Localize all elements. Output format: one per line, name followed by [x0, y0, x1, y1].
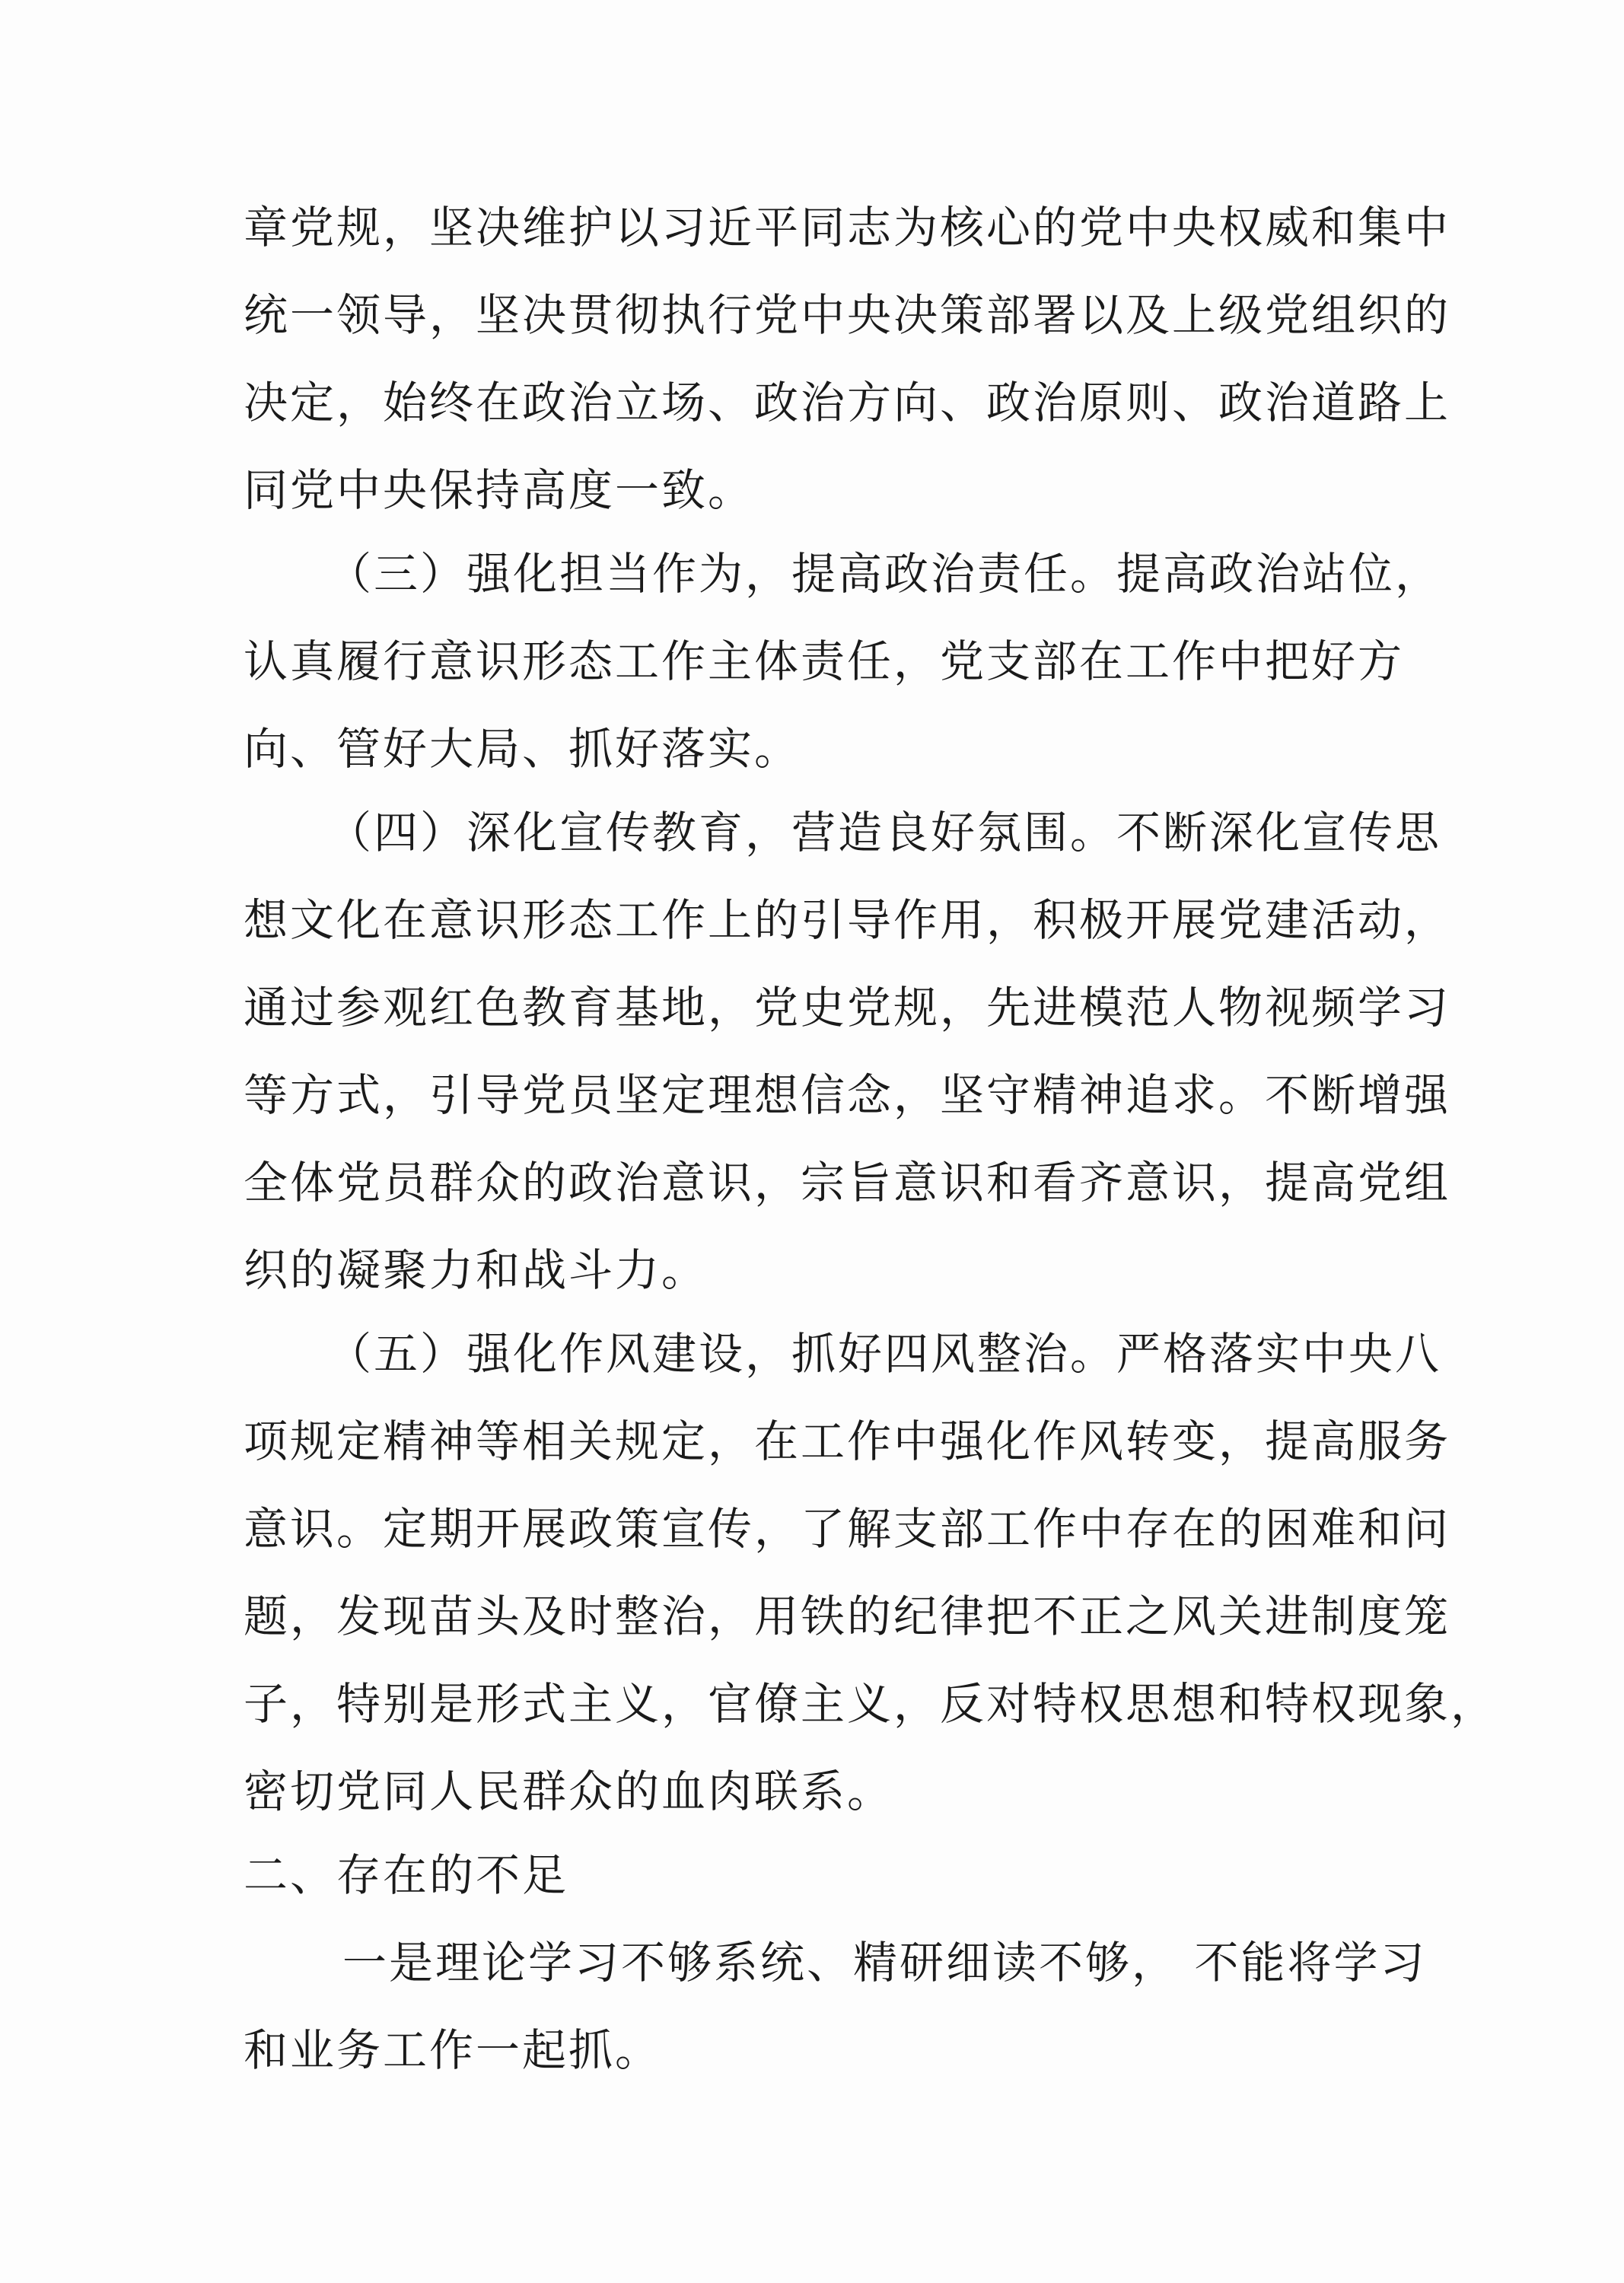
body-text-line: 全体党员群众的政治意识，宗旨意识和看齐意识，提高党组 — [244, 1157, 1451, 1208]
body-text-line: 子，特别是形式主义，官僚主义，反对特权思想和特权现象， — [244, 1678, 1498, 1730]
body-text-line: 密切党同人民群众的血肉联系。 — [244, 1766, 894, 1817]
body-text-line: 同党中央保持高度一致。 — [244, 464, 755, 516]
body-text-line: 决定，始终在政治立场、政治方向、政治原则、政治道路上 — [244, 377, 1451, 428]
section-heading-4: （四）深化宣传教育，营造良好氛围。不断深化宣传思 — [327, 807, 1442, 858]
body-text-line: 想文化在意识形态工作上的引导作用，积极开展党建活动， — [244, 894, 1451, 946]
body-text-line: 和业务工作一起抓。 — [244, 2024, 662, 2076]
body-text-line: 通过参观红色教育基地，党史党规，先进模范人物视频学习 — [244, 982, 1451, 1033]
body-text-line: 向、管好大局、抓好落实。 — [244, 723, 801, 775]
body-text-line: 统一领导，坚决贯彻执行党中央决策部署以及上级党组织的 — [244, 289, 1451, 341]
section-heading-3: （三）强化担当作为，提高政治责任。提高政治站位， — [327, 548, 1442, 600]
body-text-line: 一是理论学习不够系统、精研细读不够， 不能将学习 — [342, 1937, 1427, 1988]
body-text-line: 织的凝聚力和战斗力。 — [244, 1244, 709, 1296]
body-text-line: 等方式，引导党员坚定理想信念，坚守精神追求。不断增强 — [244, 1069, 1451, 1121]
body-text-line: 项规定精神等相关规定，在工作中强化作风转变，提高服务 — [244, 1415, 1451, 1467]
body-text-line: 章党规，坚决维护以习近平同志为核心的党中央权威和集中 — [244, 202, 1451, 253]
section-heading-shortcomings: 二、存在的不足 — [244, 1849, 569, 1901]
section-heading-5: （五）强化作风建设，抓好四风整治。严格落实中央八 — [327, 1328, 1442, 1380]
body-text-line: 意识。定期开展政策宣传，了解支部工作中存在的困难和问 — [244, 1503, 1451, 1555]
body-text-line: 认真履行意识形态工作主体责任，党支部在工作中把好方 — [244, 635, 1405, 687]
body-text-line: 题，发现苗头及时整治，用铁的纪律把不正之风关进制度笼 — [244, 1590, 1451, 1642]
